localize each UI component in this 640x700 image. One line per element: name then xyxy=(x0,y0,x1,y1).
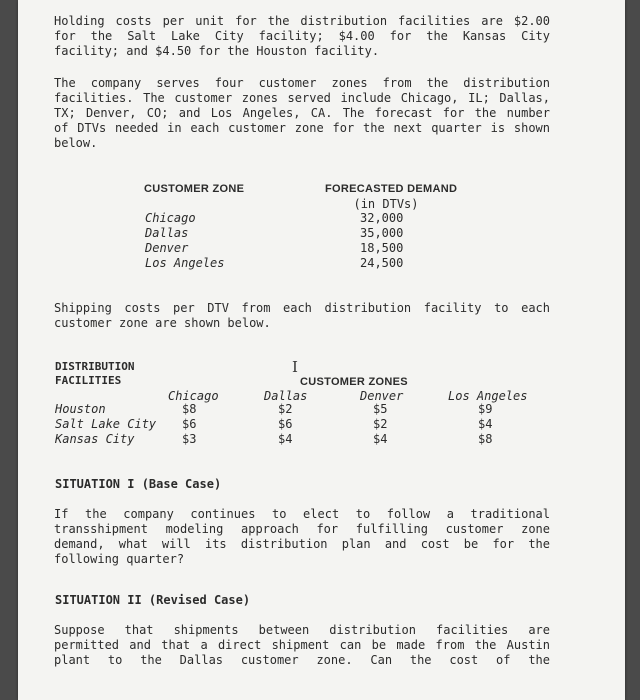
cost-cell: $3 xyxy=(182,432,197,446)
demand-zone-cell: Chicago xyxy=(145,211,196,225)
text-cursor-icon: I xyxy=(292,358,298,376)
demand-zone-cell: Denver xyxy=(145,241,189,255)
forecasted-demand-header: FORECASTED DEMAND xyxy=(325,183,458,195)
document-page xyxy=(18,0,625,700)
situation-1-title: SITUATION I (Base Case) xyxy=(55,477,222,491)
text-line: TX; Denver, CO; and Los Angeles, CA. The forecast for the number xyxy=(54,106,550,120)
text-line: transshipment modeling approach for fulfilling customer zone xyxy=(54,522,550,536)
demand-zone-cell: Los Angeles xyxy=(145,256,225,270)
cost-cell: $6 xyxy=(182,417,197,431)
demand-value-cell: 35,000 xyxy=(360,226,404,240)
demand-value-cell: 18,500 xyxy=(360,241,404,255)
customer-zones-paragraph xyxy=(54,76,550,151)
situation-1-paragraph xyxy=(54,507,550,567)
text-line: facilities. The customer zones served include Chicago, IL; Dallas, xyxy=(54,91,550,105)
text-line: Suppose that shipments between distribution facilities are xyxy=(54,623,550,637)
text-line: of DTVs needed in each customer zone for the next quarter is shown xyxy=(54,121,550,135)
cost-cell: $5 xyxy=(373,402,388,416)
text-line: customer zone are shown below. xyxy=(54,316,271,330)
cost-cell: $4 xyxy=(278,432,293,446)
cost-cell: $2 xyxy=(373,417,388,431)
text-line: demand, what will its distribution plan and cost be for the xyxy=(54,537,550,551)
demand-value-cell: 24,500 xyxy=(360,256,404,270)
situation-2-title: SITUATION II (Revised Case) xyxy=(55,593,251,607)
demand-unit-subheader: (in DTVs) xyxy=(353,197,419,211)
text-line: following quarter? xyxy=(54,552,185,566)
demand-zone-cell: Dallas xyxy=(145,226,189,240)
cost-cell: $6 xyxy=(278,417,293,431)
column-header-dallas: Dallas xyxy=(264,389,308,403)
cost-cell: $4 xyxy=(373,432,388,446)
facilities-header: FACILITIES xyxy=(55,374,122,387)
text-line: If the company continues to elect to follow a traditional xyxy=(54,507,550,521)
text-line: facility; and $4.50 for the Houston facility. xyxy=(54,44,380,58)
cost-cell: $8 xyxy=(478,432,493,446)
customer-zone-header: CUSTOMER ZONE xyxy=(144,183,245,195)
distribution-header: DISTRIBUTION xyxy=(55,360,135,373)
cost-cell: $8 xyxy=(182,402,197,416)
text-line: The company serves four customer zones from the distribution xyxy=(54,76,550,90)
text-line: plant to the Dallas customer zone. Can the cost of the xyxy=(54,653,550,667)
facility-cell: Salt Lake City xyxy=(55,417,157,431)
facility-cell: Kansas City xyxy=(55,432,135,446)
column-header-denver: Denver xyxy=(360,389,404,403)
cost-cell: $4 xyxy=(478,417,493,431)
demand-value-cell: 32,000 xyxy=(360,211,404,225)
text-line: below. xyxy=(54,136,98,150)
column-header-chicago: Chicago xyxy=(168,389,219,403)
column-header-los-angeles: Los Angeles xyxy=(448,389,528,403)
facility-cell: Houston xyxy=(55,402,106,416)
text-line: Holding costs per unit for the distribution facilities are $2.00 xyxy=(54,14,550,28)
text-line: for the Salt Lake City facility; $4.00 for the Kansas City xyxy=(54,29,550,43)
holding-costs-paragraph xyxy=(54,14,550,59)
shipping-costs-paragraph xyxy=(54,301,550,331)
situation-2-paragraph xyxy=(54,623,550,668)
customer-zones-header: CUSTOMER ZONES xyxy=(300,376,408,388)
cost-cell: $9 xyxy=(478,402,493,416)
text-line: Shipping costs per DTV from each distribution facility to each xyxy=(54,301,550,315)
cost-cell: $2 xyxy=(278,402,293,416)
text-line: permitted and that a direct shipment can be made from the Austin xyxy=(54,638,550,652)
